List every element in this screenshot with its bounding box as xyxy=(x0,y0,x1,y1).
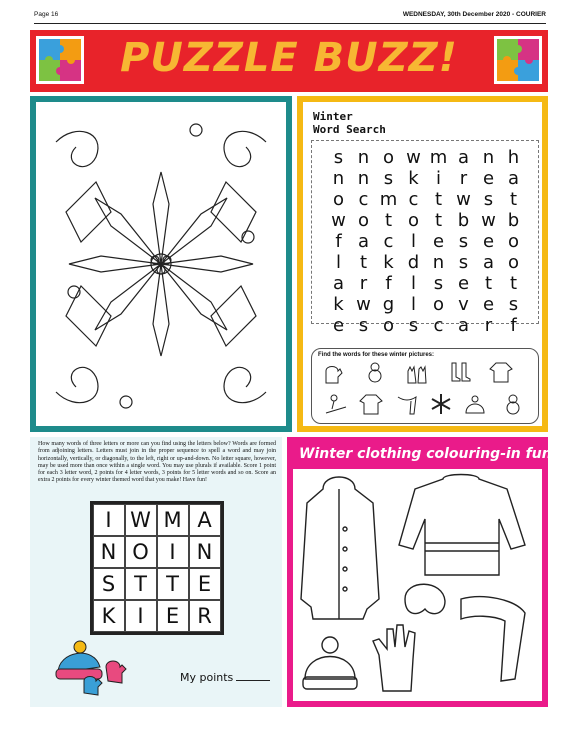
word-search-letter: e xyxy=(482,168,495,189)
word-search-letter: o xyxy=(507,252,519,273)
word-search-letter: c xyxy=(358,189,369,210)
word-search-letter: s xyxy=(433,273,444,294)
word-search-letter: k xyxy=(383,252,394,273)
word-search-letter: t xyxy=(434,210,443,231)
word-search-letter: s xyxy=(458,231,469,252)
letter-tile: I xyxy=(157,536,189,568)
word-search-letter: t xyxy=(509,273,518,294)
word-search-letter: w xyxy=(481,210,496,231)
date-line: WEDNESDAY, 30th December 2020 - COURIER xyxy=(402,11,546,18)
letter-tile: T xyxy=(157,568,189,600)
letter-tile: O xyxy=(125,536,157,568)
snowman-kid-icon xyxy=(500,393,526,415)
word-search-letter: l xyxy=(410,294,416,315)
letter-tile: E xyxy=(189,568,221,600)
word-search-letter: l xyxy=(410,273,416,294)
word-search-letter: v xyxy=(458,294,469,315)
word-search-letter: k xyxy=(408,168,419,189)
letter-game-instructions: How many words of three letters or more can you find using the letters below? Words are formed from adjoining letters. Letters must join in the proper sequence to spell a word and may join horizontally, vertically, or diagonally, to the left, right or up-and-down. No letter square, however, may be used more than once within a single word. You may use plurals if available. Score 1 point for each 3 letter word, 2 points for 4 letter words, 3 points for 5 letter words and so on. Score an extra 2 points for every winter themed word that you make! Have fun! xyxy=(38,441,276,484)
word-search-letter: e xyxy=(457,273,470,294)
winter-clothing-panel xyxy=(287,437,552,707)
header-rule xyxy=(34,23,546,24)
word-search-letter: a xyxy=(482,252,495,273)
word-search-letter: e xyxy=(482,231,495,252)
word-search-letter: t xyxy=(509,189,518,210)
letter-tile: A xyxy=(189,504,221,536)
boots-icon xyxy=(446,361,472,383)
word-search-letter: s xyxy=(408,315,419,336)
word-search-letter: d xyxy=(407,252,420,273)
sweater-outline xyxy=(399,475,525,576)
word-search-letter: c xyxy=(433,315,444,336)
letter-tile: K xyxy=(93,600,125,632)
word-search-letter: e xyxy=(432,231,445,252)
letter-tile: N xyxy=(189,536,221,568)
word-search-letter: m xyxy=(379,189,398,210)
bobble-hat-outline xyxy=(305,657,355,680)
coat-icon xyxy=(488,361,514,383)
word-search-letter: t xyxy=(434,189,443,210)
word-search-letter: i xyxy=(435,168,441,189)
skiing-icon xyxy=(322,393,348,415)
snowman-icon xyxy=(362,361,388,383)
word-search-letter: o xyxy=(507,231,519,252)
word-search-grid xyxy=(326,147,526,336)
word-search-letter: r xyxy=(459,168,468,189)
word-search-letter: w xyxy=(456,189,471,210)
word-search-panel xyxy=(297,96,548,432)
word-search-letter: f xyxy=(510,315,517,336)
word-search-letter: a xyxy=(507,168,520,189)
word-search-letter: o xyxy=(332,189,344,210)
coat-outline xyxy=(301,477,379,619)
word-search-letter: a xyxy=(457,315,470,336)
word-search-letter: o xyxy=(382,315,394,336)
word-search-letter: o xyxy=(382,147,394,168)
letter-tile: E xyxy=(157,600,189,632)
word-search-letter: f xyxy=(335,231,342,252)
earmuff-hat-outline xyxy=(405,584,445,613)
word-search-letter: n xyxy=(432,252,445,273)
letter-tile: S xyxy=(93,568,125,600)
word-search-letter: t xyxy=(359,252,368,273)
word-search-letter: s xyxy=(383,168,394,189)
word-search-letter: w xyxy=(331,210,346,231)
clothing-line-art xyxy=(293,469,542,701)
snowflake-icon xyxy=(428,393,454,415)
word-search-letter: s xyxy=(333,147,344,168)
word-search-letter: w xyxy=(406,147,421,168)
word-search-letter: o xyxy=(357,210,369,231)
scarf-icon xyxy=(394,393,420,415)
letter-tile: R xyxy=(189,600,221,632)
word-search-letter: m xyxy=(429,147,448,168)
word-search-letter: n xyxy=(357,147,370,168)
letter-tile: I xyxy=(93,504,125,536)
word-search-letter: a xyxy=(457,147,470,168)
page-number: Page 16 xyxy=(34,11,59,18)
word-search-letter: s xyxy=(483,189,494,210)
word-search-letter: o xyxy=(407,210,419,231)
word-search-letter: n xyxy=(332,168,345,189)
glove-outline xyxy=(373,625,415,691)
word-search-letter: b xyxy=(507,210,520,231)
word-search-letter: o xyxy=(432,294,444,315)
word-search-letter: f xyxy=(385,273,392,294)
word-search-letter: a xyxy=(357,231,370,252)
clothing-title-bar xyxy=(293,443,552,469)
letter-game-panel xyxy=(30,437,282,707)
word-search-letter: k xyxy=(333,294,344,315)
letter-tile: W xyxy=(125,504,157,536)
poinsettia-colouring-panel xyxy=(30,96,292,432)
word-search-letter: a xyxy=(332,273,345,294)
letter-grid xyxy=(90,501,224,635)
scarf-outline xyxy=(461,597,525,681)
word-search-letter: r xyxy=(484,315,493,336)
word-search-title: Winter Word Search xyxy=(313,110,386,136)
word-search-letter: c xyxy=(383,231,394,252)
gloves-icon xyxy=(404,363,430,385)
letter-tile: N xyxy=(93,536,125,568)
word-search-letter: n xyxy=(482,147,495,168)
letter-tile: M xyxy=(157,504,189,536)
word-search-letter: l xyxy=(335,252,341,273)
clothing-title: Winter clothing colouring-in fun xyxy=(299,446,552,462)
hat-icon xyxy=(462,393,488,415)
word-search-letter: t xyxy=(484,273,493,294)
winter-hat-mittens-picture xyxy=(50,637,140,697)
word-search-letter: e xyxy=(482,294,495,315)
page-header xyxy=(34,11,546,21)
word-search-letter: c xyxy=(408,189,419,210)
word-search-letter: r xyxy=(359,273,368,294)
word-search-letter: s xyxy=(508,294,519,315)
letter-tile: T xyxy=(125,568,157,600)
word-search-letter: l xyxy=(410,231,416,252)
winter-pictures-box xyxy=(311,348,539,424)
letter-tile: I xyxy=(125,600,157,632)
word-search-letter: n xyxy=(357,168,370,189)
pictures-caption: Find the words for these winter pictures: xyxy=(318,352,435,358)
word-search-letter: b xyxy=(457,210,470,231)
word-search-letter: s xyxy=(458,252,469,273)
word-search-letter: g xyxy=(382,294,395,315)
puzzle-buzz-banner xyxy=(30,30,548,92)
word-search-box xyxy=(311,140,539,336)
banner-title: PUZZLE BUZZ! xyxy=(120,35,458,81)
mitten-icon xyxy=(320,363,346,385)
poinsettia-line-art xyxy=(36,102,286,426)
jigsaw-icon xyxy=(494,36,542,84)
word-search-letter: s xyxy=(358,315,369,336)
my-points-field[interactable]: My points xyxy=(180,671,270,684)
word-search-letter: e xyxy=(332,315,345,336)
sweater-icon xyxy=(358,393,384,415)
word-search-letter: h xyxy=(507,147,520,168)
word-search-letter: t xyxy=(384,210,393,231)
word-search-letter: w xyxy=(356,294,371,315)
